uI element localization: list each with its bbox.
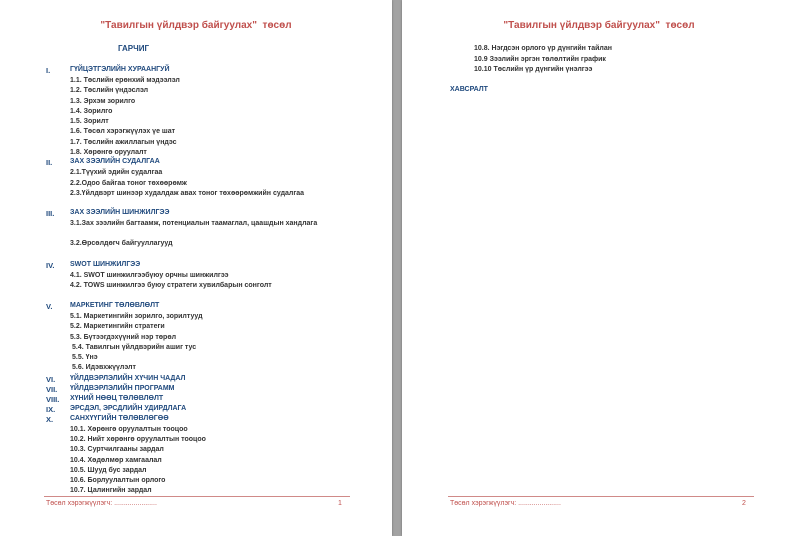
toc-item[interactable]: 3.1.Зах зээлийн багтаамж, потенциалын таамаглал, цаашдын хандлага [70, 220, 318, 227]
toc-item[interactable]: 5.5. Үнэ [72, 354, 98, 361]
section-number: I. [46, 66, 51, 75]
toc-item[interactable]: 1.5. Зорилт [70, 118, 109, 125]
header-word: төсөл [665, 20, 695, 31]
toc-item[interactable]: 1.2. Төслийн үндэслэл [70, 87, 149, 94]
toc-section[interactable]: ГҮЙЦЭТГЭЛИЙН ХУРААНГУЙ [70, 66, 170, 73]
toc-item[interactable]: 1.6. Төсөл хэрэгжүүлэх үе шат [70, 128, 176, 135]
toc-item[interactable]: 10.10 Төслийн үр дүнгийн үнэлгээ [474, 66, 593, 73]
header-word: төсөл [262, 20, 292, 31]
document-page-1 [0, 0, 392, 536]
page-header [402, 20, 796, 31]
section-number: VI. [46, 375, 56, 384]
toc-item[interactable]: 5.3. Бүтээгдэхүүний нэр төрөл [70, 334, 177, 341]
toc-item[interactable]: 10.9 Зээлийн эргэн төлөлтийн график [474, 56, 606, 63]
toc-appendix[interactable]: ХАВСРАЛТ [450, 86, 488, 93]
toc-item[interactable]: 5.4. Тавилгын үйлдвэрийн ашиг тус [72, 344, 197, 351]
section-number: IV. [46, 261, 55, 270]
toc-item[interactable]: 4.1. SWOT шинжилгээбүюу орчны шинжилгээ [70, 272, 229, 279]
toc-item[interactable]: 2.3.Үйлдвэрт шинээр худалдаж авах тоног төхөөрөмжийн судалгаа [70, 190, 305, 197]
toc-item[interactable]: 1.3. Эрхэм зорилго [70, 98, 136, 105]
footer-rule [44, 496, 350, 497]
toc-item[interactable]: 10.1. Хөрөнгө оруулалтын тооцоо [70, 426, 188, 433]
toc-item[interactable]: 10.6. Борлуулалтын орлого [70, 477, 166, 484]
section-number: II. [46, 158, 53, 167]
toc-title: ГАРЧИГ [118, 44, 150, 53]
footer-rule [448, 496, 754, 497]
toc-item[interactable]: 1.7. Төслийн ажиллагын үндэс [70, 139, 177, 146]
toc-section[interactable]: SWOT ШИНЖИЛГЭЭ [70, 261, 141, 268]
toc-section[interactable]: ЭРСДЭЛ, ЭРСДЛИЙН УДИРДЛАГА [70, 405, 187, 412]
page-number: 1 [338, 500, 342, 507]
header-project: "Тавилгын үйлдвэр байгуулах" [503, 20, 660, 31]
toc-item[interactable]: 2.1.Түүхий эдийн судалгаа [70, 169, 163, 176]
toc-item[interactable]: 10.7. Цалингийн зардал [70, 487, 152, 494]
toc-item[interactable]: 2.2.Одоо байгаа тоног төхөөрөмж [70, 180, 187, 187]
footer-label: Төсөл хэрэгжүүлэгч: ...................... [46, 500, 157, 507]
toc-item[interactable]: 5.1. Маркетингийн зорилго, зорилтууд [70, 313, 203, 320]
toc-section[interactable]: МАРКЕТИНГ ТӨЛӨВЛӨЛТ [70, 302, 160, 309]
toc-section[interactable]: САНХҮҮГИЙН ТӨЛӨВЛӨГӨӨ [70, 415, 169, 422]
toc-item[interactable]: 1.4. Зорилго [70, 108, 113, 115]
footer-label: Төсөл хэрэгжүүлэгч: ...................... [450, 500, 561, 507]
toc-item[interactable]: 10.2. Нийт хөрөнгө оруулалтын тооцоо [70, 436, 206, 443]
toc-item[interactable]: 1.8. Хөрөнгө оруулалт [70, 149, 147, 156]
section-number: III. [46, 209, 55, 218]
page-header [0, 20, 392, 31]
section-number: VII. [46, 385, 58, 394]
toc-item[interactable]: 10.3. Суртчилгааны зардал [70, 446, 164, 453]
page-number: 2 [742, 500, 746, 507]
toc-item[interactable]: 10.5. Шууд бус зардал [70, 467, 147, 474]
toc-section[interactable]: ЗАХ ЗЭЭЛИЙН ШИНЖИЛГЭЭ [70, 209, 170, 216]
toc-section[interactable]: ҮЙЛДВЭРЛЭЛИЙН ПРОГРАММ [70, 385, 175, 392]
toc-section[interactable]: ЗАХ ЗЭЭЛИЙН СУДАЛГАА [70, 158, 160, 165]
section-number: VIII. [46, 395, 60, 404]
toc-section[interactable]: ҮЙЛДВЭРЛЭЛИЙН ХҮЧИН ЧАДАЛ [70, 375, 186, 382]
document-page-2 [402, 0, 796, 536]
toc-item[interactable]: 1.1. Төслийн ерөнхий мэдээлэл [70, 77, 180, 84]
toc-item[interactable]: 3.2.Өрсөлдөгч байгууллагууд [70, 240, 173, 247]
toc-item[interactable]: 5.2. Маркетингийн стратеги [70, 323, 165, 330]
section-number: X. [46, 415, 54, 424]
toc-item[interactable]: 5.6. Идэвхжүүлэлт [72, 364, 136, 371]
toc-item[interactable]: 10.4. Хөдөлмөр хамгаалал [70, 457, 162, 464]
section-number: IX. [46, 405, 56, 414]
toc-section[interactable]: ХҮНИЙ НӨӨЦ ТӨЛӨВЛӨЛТ [70, 395, 164, 402]
toc-item[interactable]: 10.8. Нэгдсэн орлого үр дүнгийн тайлан [474, 45, 612, 52]
section-number: V. [46, 302, 53, 311]
header-project: "Тавилгын үйлдвэр байгуулах" [100, 20, 257, 31]
toc-item[interactable]: 4.2. TOWS шинжилгээ буюу стратеги хувилбарын сонголт [70, 282, 272, 289]
